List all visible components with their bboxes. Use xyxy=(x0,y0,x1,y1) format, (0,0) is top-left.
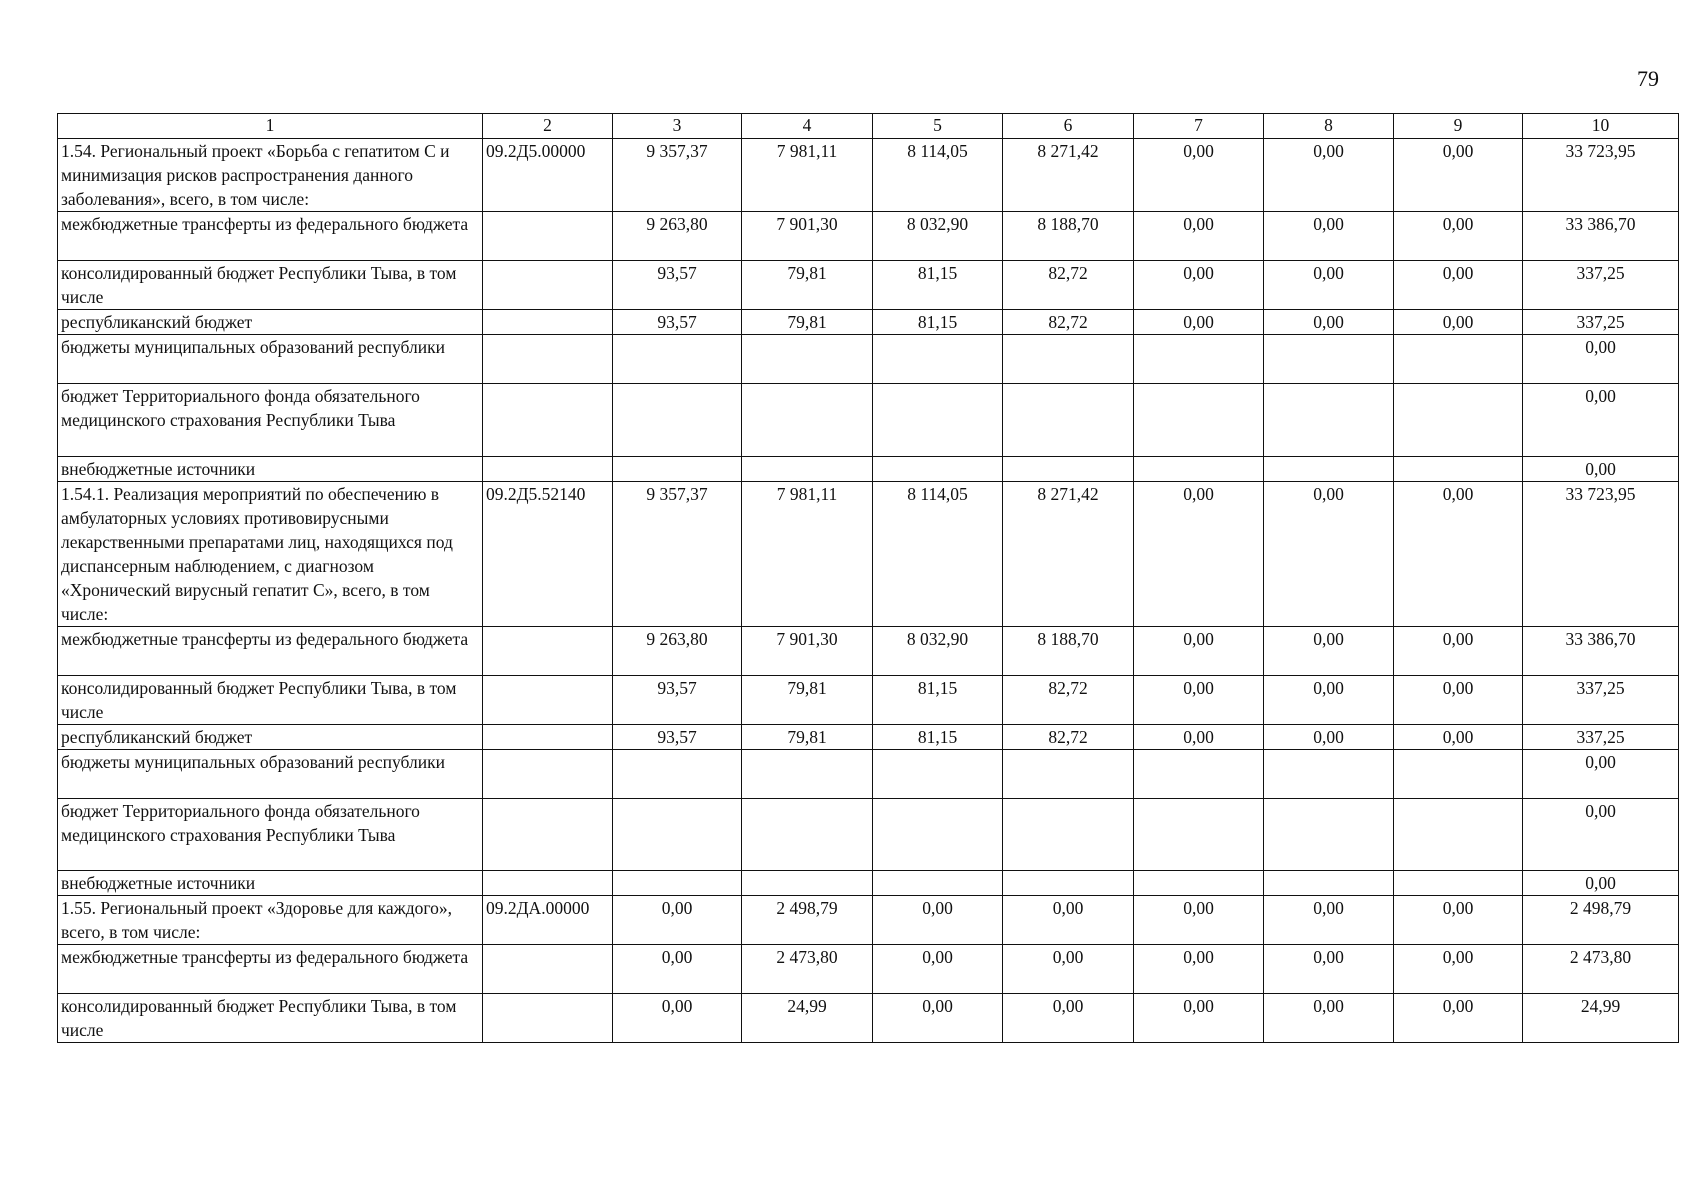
table-row xyxy=(58,994,1679,1043)
value-cell: 8 032,90 xyxy=(873,627,1003,676)
budget-code xyxy=(483,799,613,871)
value-cell: 24,99 xyxy=(1523,994,1679,1043)
budget-code xyxy=(483,945,613,994)
column-header: 4 xyxy=(742,114,873,139)
value-cell: 0,00 xyxy=(1264,725,1394,750)
value-cell xyxy=(613,799,742,871)
table-row xyxy=(58,871,1679,896)
value-cell xyxy=(1003,871,1134,896)
table-row xyxy=(58,750,1679,799)
value-cell xyxy=(873,384,1003,457)
value-cell: 0,00 xyxy=(1264,212,1394,261)
budget-code xyxy=(483,310,613,335)
value-cell: 0,00 xyxy=(613,896,742,945)
value-cell xyxy=(1394,384,1523,457)
value-cell xyxy=(613,335,742,384)
value-cell: 0,00 xyxy=(873,945,1003,994)
value-cell: 0,00 xyxy=(1523,871,1679,896)
value-cell xyxy=(1394,457,1523,482)
value-cell xyxy=(1003,799,1134,871)
table-row xyxy=(58,896,1679,945)
value-cell xyxy=(1264,457,1394,482)
value-cell: 0,00 xyxy=(1394,896,1523,945)
value-cell: 93,57 xyxy=(613,676,742,725)
row-label: республиканский бюджет xyxy=(58,725,483,750)
value-cell: 81,15 xyxy=(873,725,1003,750)
value-cell: 82,72 xyxy=(1003,676,1134,725)
row-label: межбюджетные трансферты из федерального бюджета xyxy=(58,945,483,994)
value-cell: 81,15 xyxy=(873,310,1003,335)
table-row xyxy=(58,261,1679,310)
value-cell: 93,57 xyxy=(613,310,742,335)
row-label: межбюджетные трансферты из федерального бюджета xyxy=(58,212,483,261)
value-cell: 0,00 xyxy=(1003,945,1134,994)
budget-code: 09.2ДА.00000 xyxy=(483,896,613,945)
value-cell xyxy=(1003,457,1134,482)
row-label: внебюджетные источники xyxy=(58,457,483,482)
row-label: внебюджетные источники xyxy=(58,871,483,896)
value-cell: 0,00 xyxy=(1264,676,1394,725)
value-cell xyxy=(873,871,1003,896)
value-cell: 7 981,11 xyxy=(742,482,873,627)
value-cell: 0,00 xyxy=(1003,994,1134,1043)
table-row xyxy=(58,725,1679,750)
value-cell: 8 188,70 xyxy=(1003,212,1134,261)
value-cell: 7 901,30 xyxy=(742,627,873,676)
value-cell: 0,00 xyxy=(1134,310,1264,335)
value-cell xyxy=(613,384,742,457)
value-cell xyxy=(742,799,873,871)
value-cell xyxy=(1264,384,1394,457)
value-cell: 0,00 xyxy=(1134,212,1264,261)
value-cell: 0,00 xyxy=(1394,261,1523,310)
value-cell: 0,00 xyxy=(1394,139,1523,212)
value-cell: 0,00 xyxy=(1394,676,1523,725)
table-row xyxy=(58,676,1679,725)
value-cell xyxy=(1134,457,1264,482)
value-cell xyxy=(1264,335,1394,384)
budget-code xyxy=(483,384,613,457)
row-label: консолидированный бюджет Республики Тыва, в том числе xyxy=(58,676,483,725)
value-cell: 0,00 xyxy=(873,994,1003,1043)
value-cell xyxy=(1264,750,1394,799)
value-cell: 0,00 xyxy=(1134,139,1264,212)
table-row xyxy=(58,945,1679,994)
value-cell: 0,00 xyxy=(1134,676,1264,725)
value-cell: 0,00 xyxy=(1264,310,1394,335)
table-row xyxy=(58,139,1679,212)
value-cell: 93,57 xyxy=(613,261,742,310)
value-cell: 33 386,70 xyxy=(1523,627,1679,676)
value-cell: 0,00 xyxy=(1264,139,1394,212)
value-cell: 337,25 xyxy=(1523,310,1679,335)
budget-code xyxy=(483,261,613,310)
value-cell: 8 271,42 xyxy=(1003,139,1134,212)
value-cell: 79,81 xyxy=(742,261,873,310)
column-header: 6 xyxy=(1003,114,1134,139)
column-header: 5 xyxy=(873,114,1003,139)
column-header: 1 xyxy=(58,114,483,139)
value-cell: 0,00 xyxy=(1523,799,1679,871)
value-cell: 79,81 xyxy=(742,310,873,335)
value-cell xyxy=(1134,384,1264,457)
value-cell xyxy=(742,384,873,457)
value-cell: 0,00 xyxy=(1394,212,1523,261)
value-cell: 8 032,90 xyxy=(873,212,1003,261)
row-label: бюджет Территориального фонда обязательного медицинского страхования Республики Тыва xyxy=(58,799,483,871)
value-cell: 82,72 xyxy=(1003,725,1134,750)
budget-code xyxy=(483,750,613,799)
row-label: консолидированный бюджет Республики Тыва, в том числе xyxy=(58,261,483,310)
row-label: 1.54.1. Реализация мероприятий по обеспечению в амбулаторных условиях противовирусными лекарственными препаратами лиц, находящихся под диспансерным наблюдением, с диагнозом «Хронический вирусный гепатит С», всего, в том числе: xyxy=(58,482,483,627)
value-cell: 9 263,80 xyxy=(613,212,742,261)
column-header: 8 xyxy=(1264,114,1394,139)
value-cell: 9 357,37 xyxy=(613,482,742,627)
value-cell xyxy=(1003,384,1134,457)
budget-code xyxy=(483,725,613,750)
value-cell xyxy=(742,750,873,799)
value-cell: 2 473,80 xyxy=(742,945,873,994)
value-cell: 0,00 xyxy=(613,994,742,1043)
value-cell: 0,00 xyxy=(1003,896,1134,945)
value-cell: 0,00 xyxy=(1523,384,1679,457)
value-cell: 81,15 xyxy=(873,676,1003,725)
budget-code xyxy=(483,676,613,725)
value-cell xyxy=(873,750,1003,799)
column-header: 3 xyxy=(613,114,742,139)
value-cell: 7 901,30 xyxy=(742,212,873,261)
value-cell: 33 723,95 xyxy=(1523,482,1679,627)
row-label: 1.55. Региональный проект «Здоровье для каждого», всего, в том числе: xyxy=(58,896,483,945)
value-cell: 79,81 xyxy=(742,725,873,750)
value-cell xyxy=(873,457,1003,482)
value-cell: 0,00 xyxy=(1394,994,1523,1043)
value-cell: 0,00 xyxy=(1264,482,1394,627)
budget-code: 09.2Д5.00000 xyxy=(483,139,613,212)
value-cell: 0,00 xyxy=(873,896,1003,945)
value-cell: 337,25 xyxy=(1523,676,1679,725)
value-cell: 24,99 xyxy=(742,994,873,1043)
table-row xyxy=(58,627,1679,676)
value-cell xyxy=(1003,335,1134,384)
budget-code xyxy=(483,212,613,261)
value-cell: 0,00 xyxy=(1134,725,1264,750)
value-cell: 0,00 xyxy=(1523,457,1679,482)
budget-table xyxy=(57,113,1679,1043)
value-cell: 2 498,79 xyxy=(1523,896,1679,945)
value-cell: 0,00 xyxy=(1134,261,1264,310)
budget-code xyxy=(483,457,613,482)
table-row xyxy=(58,799,1679,871)
value-cell: 8 188,70 xyxy=(1003,627,1134,676)
value-cell: 33 386,70 xyxy=(1523,212,1679,261)
table-body xyxy=(58,139,1679,1043)
budget-code xyxy=(483,871,613,896)
value-cell: 33 723,95 xyxy=(1523,139,1679,212)
row-label: бюджеты муниципальных образований республики xyxy=(58,335,483,384)
value-cell: 0,00 xyxy=(613,945,742,994)
budget-code xyxy=(483,994,613,1043)
value-cell: 93,57 xyxy=(613,725,742,750)
value-cell xyxy=(1264,799,1394,871)
value-cell: 0,00 xyxy=(1523,750,1679,799)
table-header-row xyxy=(58,114,1679,139)
table-row xyxy=(58,384,1679,457)
page-number: 79 xyxy=(1637,66,1659,91)
value-cell: 2 498,79 xyxy=(742,896,873,945)
value-cell xyxy=(1264,871,1394,896)
value-cell xyxy=(742,335,873,384)
value-cell xyxy=(1394,335,1523,384)
row-label: бюджет Территориального фонда обязательного медицинского страхования Республики Тыва xyxy=(58,384,483,457)
row-label: бюджеты муниципальных образований республики xyxy=(58,750,483,799)
value-cell: 0,00 xyxy=(1394,310,1523,335)
value-cell xyxy=(742,457,873,482)
value-cell: 0,00 xyxy=(1523,335,1679,384)
value-cell xyxy=(1394,799,1523,871)
value-cell xyxy=(1134,335,1264,384)
value-cell: 337,25 xyxy=(1523,261,1679,310)
budget-code: 09.2Д5.52140 xyxy=(483,482,613,627)
budget-code xyxy=(483,627,613,676)
column-header: 2 xyxy=(483,114,613,139)
value-cell: 8 114,05 xyxy=(873,482,1003,627)
value-cell: 9 357,37 xyxy=(613,139,742,212)
value-cell xyxy=(1134,750,1264,799)
value-cell: 8 271,42 xyxy=(1003,482,1134,627)
table-row xyxy=(58,335,1679,384)
value-cell xyxy=(1003,750,1134,799)
table-row xyxy=(58,212,1679,261)
value-cell: 79,81 xyxy=(742,676,873,725)
value-cell: 2 473,80 xyxy=(1523,945,1679,994)
value-cell xyxy=(613,871,742,896)
value-cell: 82,72 xyxy=(1003,310,1134,335)
value-cell: 0,00 xyxy=(1264,627,1394,676)
value-cell: 0,00 xyxy=(1264,261,1394,310)
value-cell: 9 263,80 xyxy=(613,627,742,676)
value-cell: 0,00 xyxy=(1264,945,1394,994)
value-cell xyxy=(873,799,1003,871)
column-header: 10 xyxy=(1523,114,1679,139)
budget-code xyxy=(483,335,613,384)
value-cell xyxy=(1134,799,1264,871)
value-cell xyxy=(1394,871,1523,896)
column-header: 7 xyxy=(1134,114,1264,139)
value-cell: 0,00 xyxy=(1264,896,1394,945)
value-cell xyxy=(1394,750,1523,799)
value-cell: 0,00 xyxy=(1134,896,1264,945)
table-row xyxy=(58,482,1679,627)
value-cell: 81,15 xyxy=(873,261,1003,310)
table-row xyxy=(58,310,1679,335)
value-cell xyxy=(613,750,742,799)
value-cell: 8 114,05 xyxy=(873,139,1003,212)
value-cell: 0,00 xyxy=(1264,994,1394,1043)
value-cell: 337,25 xyxy=(1523,725,1679,750)
value-cell xyxy=(613,457,742,482)
row-label: 1.54. Региональный проект «Борьба с гепатитом С и минимизация рисков распространения данного заболевания», всего, в том числе: xyxy=(58,139,483,212)
row-label: республиканский бюджет xyxy=(58,310,483,335)
value-cell: 0,00 xyxy=(1394,725,1523,750)
value-cell: 0,00 xyxy=(1394,945,1523,994)
value-cell xyxy=(1134,871,1264,896)
value-cell: 0,00 xyxy=(1394,482,1523,627)
value-cell: 0,00 xyxy=(1134,994,1264,1043)
value-cell: 0,00 xyxy=(1134,482,1264,627)
value-cell xyxy=(742,871,873,896)
value-cell: 0,00 xyxy=(1134,627,1264,676)
column-header: 9 xyxy=(1394,114,1523,139)
value-cell: 0,00 xyxy=(1134,945,1264,994)
value-cell: 82,72 xyxy=(1003,261,1134,310)
value-cell: 7 981,11 xyxy=(742,139,873,212)
table-row xyxy=(58,457,1679,482)
value-cell xyxy=(873,335,1003,384)
value-cell: 0,00 xyxy=(1394,627,1523,676)
row-label: консолидированный бюджет Республики Тыва, в том числе xyxy=(58,994,483,1043)
row-label: межбюджетные трансферты из федерального бюджета xyxy=(58,627,483,676)
